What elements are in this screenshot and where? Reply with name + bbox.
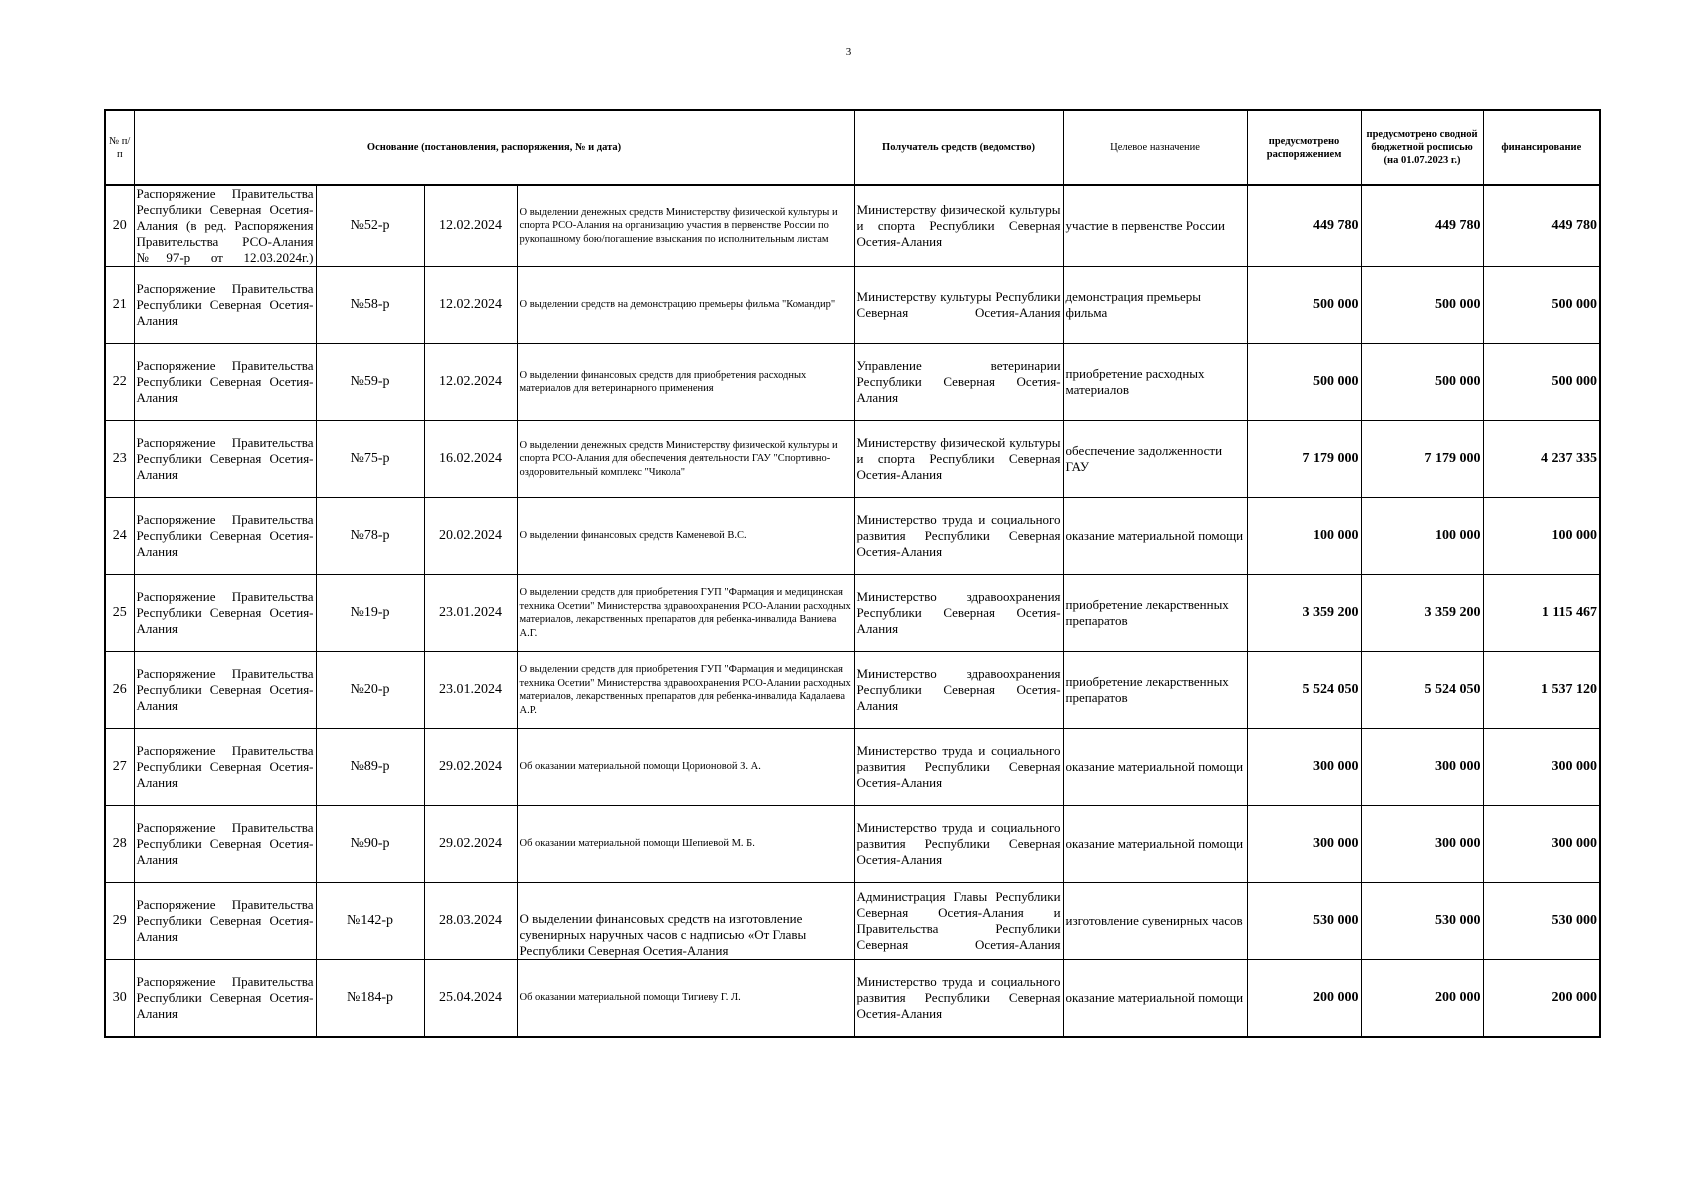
row-number: 25: [105, 575, 134, 652]
row-planned: 449 780: [1247, 185, 1361, 267]
row-doc-number: №52-р: [316, 185, 424, 267]
row-budget: 300 000: [1361, 806, 1483, 883]
row-number: 27: [105, 729, 134, 806]
row-recipient: Министерство труда и социального развития Республики Северная Осетия-Алания: [854, 806, 1063, 883]
row-doc-number: №184-р: [316, 960, 424, 1037]
row-recipient: Министерство труда и социального развития Республики Северная Осетия-Алания: [854, 960, 1063, 1037]
expenditure-table: [104, 109, 1601, 1038]
row-date: 28.03.2024: [424, 883, 517, 960]
row-description: О выделении средств на демонстрацию премьеры фильма "Командир": [517, 267, 854, 344]
row-budget: 530 000: [1361, 883, 1483, 960]
header-financing: финансирование: [1483, 110, 1600, 185]
row-basis: Распоряжение Правительства Республики Северная Осетия-Алания: [134, 806, 316, 883]
table-row: [105, 729, 1600, 806]
row-date: 29.02.2024: [424, 806, 517, 883]
row-budget: 500 000: [1361, 344, 1483, 421]
row-budget: 500 000: [1361, 267, 1483, 344]
row-planned: 500 000: [1247, 344, 1361, 421]
table-row: [105, 960, 1600, 1037]
row-financing: 200 000: [1483, 960, 1600, 1037]
row-recipient: Министерству физической культуры и спорта Республики Северная Осетия-Алания: [854, 185, 1063, 267]
row-basis: Распоряжение Правительства Республики Северная Осетия-Алания: [134, 344, 316, 421]
row-doc-number: №90-р: [316, 806, 424, 883]
row-recipient: Администрация Главы Республики Северная Осетия-Алания и Правительства Республики Северная Осетия-Алания: [854, 883, 1063, 960]
row-number: 20: [105, 185, 134, 267]
row-doc-number: №20-р: [316, 652, 424, 729]
row-doc-number: №59-р: [316, 344, 424, 421]
row-budget: 300 000: [1361, 729, 1483, 806]
header-recipient: Получатель средств (ведомство): [854, 110, 1063, 185]
row-budget: 100 000: [1361, 498, 1483, 575]
table-row: [105, 267, 1600, 344]
row-financing: 500 000: [1483, 344, 1600, 421]
row-purpose: оказание материальной помощи: [1063, 960, 1247, 1037]
row-planned: 300 000: [1247, 806, 1361, 883]
header-basis: Основание (постановления, распоряжения, № и дата): [134, 110, 854, 185]
row-description: О выделении денежных средств Министерству физической культуры и спорта РСО-Алания на организацию участия в первенстве России по рукопашному бою/погашение взыскания по исполнительным листам: [517, 185, 854, 267]
row-budget: 5 524 050: [1361, 652, 1483, 729]
row-purpose: изготовление сувенирных часов: [1063, 883, 1247, 960]
row-financing: 1 537 120: [1483, 652, 1600, 729]
row-date: 25.04.2024: [424, 960, 517, 1037]
row-purpose: приобретение расходных материалов: [1063, 344, 1247, 421]
row-planned: 300 000: [1247, 729, 1361, 806]
row-purpose: приобретение лекарственных препаратов: [1063, 575, 1247, 652]
row-doc-number: №58-р: [316, 267, 424, 344]
row-date: 12.02.2024: [424, 185, 517, 267]
row-recipient: Министерство труда и социального развития Республики Северная Осетия-Алания: [854, 498, 1063, 575]
row-description: О выделении финансовых средств Каменевой В.С.: [517, 498, 854, 575]
row-date: 23.01.2024: [424, 652, 517, 729]
row-date: 29.02.2024: [424, 729, 517, 806]
row-financing: 1 115 467: [1483, 575, 1600, 652]
row-basis: Распоряжение Правительства Республики Северная Осетия-Алания: [134, 960, 316, 1037]
row-purpose: приобретение лекарственных препаратов: [1063, 652, 1247, 729]
row-date: 12.02.2024: [424, 344, 517, 421]
row-description: Об оказании материальной помощи Шепиевой М. Б.: [517, 806, 854, 883]
row-description: О выделении финансовых средств для приобретения расходных материалов для ветеринарного применения: [517, 344, 854, 421]
row-date: 12.02.2024: [424, 267, 517, 344]
header-row: [105, 110, 1600, 185]
row-planned: 200 000: [1247, 960, 1361, 1037]
row-basis: Распоряжение Правительства Республики Северная Осетия-Алания: [134, 421, 316, 498]
header-planned: предусмотрено распоряжением: [1247, 110, 1361, 185]
row-recipient: Министерство здравоохранения Республики Северная Осетия-Алания: [854, 575, 1063, 652]
row-number: 23: [105, 421, 134, 498]
header-budget: предусмотрено сводной бюджетной росписью (на 01.07.2023 г.): [1361, 110, 1483, 185]
row-description: Об оказании материальной помощи Цорионовой З. А.: [517, 729, 854, 806]
row-budget: 3 359 200: [1361, 575, 1483, 652]
row-doc-number: №89-р: [316, 729, 424, 806]
row-planned: 7 179 000: [1247, 421, 1361, 498]
row-basis: Распоряжение Правительства Республики Северная Осетия-Алания: [134, 267, 316, 344]
row-financing: 300 000: [1483, 806, 1600, 883]
row-number: 26: [105, 652, 134, 729]
table-row: [105, 806, 1600, 883]
row-doc-number: №75-р: [316, 421, 424, 498]
row-purpose: оказание материальной помощи: [1063, 806, 1247, 883]
row-description: О выделении средств для приобретения ГУП "Фармация и медицинская техника Осетии" Министерства здравоохранения РСО-Алании расходных материалов, лекарственных препаратов для ребенка-инвалида Ваниева А.Г.: [517, 575, 854, 652]
row-description: Об оказании материальной помощи Тигиеву Г. Л.: [517, 960, 854, 1037]
row-planned: 100 000: [1247, 498, 1361, 575]
row-financing: 449 780: [1483, 185, 1600, 267]
row-planned: 500 000: [1247, 267, 1361, 344]
table-row: [105, 421, 1600, 498]
row-basis: Распоряжение Правительства Республики Северная Осетия-Алания: [134, 883, 316, 960]
row-doc-number: №78-р: [316, 498, 424, 575]
row-planned: 3 359 200: [1247, 575, 1361, 652]
row-description: О выделении денежных средств Министерству физической культуры и спорта РСО-Алания для обеспечения деятельности ГАУ "Спортивно-оздоровительный комплекс "Чикола": [517, 421, 854, 498]
row-purpose: оказание материальной помощи: [1063, 498, 1247, 575]
row-financing: 4 237 335: [1483, 421, 1600, 498]
table-row: [105, 344, 1600, 421]
header-purpose: Целевое назначение: [1063, 110, 1247, 185]
row-basis: Распоряжение Правительства Республики Северная Осетия-Алания: [134, 729, 316, 806]
row-number: 29: [105, 883, 134, 960]
row-number: 21: [105, 267, 134, 344]
table-body: [105, 185, 1600, 1037]
row-recipient: Министерству физической культуры и спорта Республики Северная Осетия-Алания: [854, 421, 1063, 498]
row-planned: 5 524 050: [1247, 652, 1361, 729]
row-financing: 300 000: [1483, 729, 1600, 806]
row-financing: 500 000: [1483, 267, 1600, 344]
row-number: 30: [105, 960, 134, 1037]
row-doc-number: №19-р: [316, 575, 424, 652]
row-description: О выделении финансовых средств на изготовление сувенирных наручных часов с надписью «От Главы Республики Северная Осетия-Алания: [517, 883, 854, 960]
row-recipient: Министерство здравоохранения Республики Северная Осетия-Алания: [854, 652, 1063, 729]
page-number: 3: [845, 46, 852, 58]
row-basis: Распоряжение Правительства Республики Северная Осетия-Алания: [134, 652, 316, 729]
row-recipient: Министерство труда и социального развития Республики Северная Осетия-Алания: [854, 729, 1063, 806]
row-planned: 530 000: [1247, 883, 1361, 960]
row-basis: Распоряжение Правительства Республики Северная Осетия-Алания: [134, 575, 316, 652]
row-purpose: демонстрация премьеры фильма: [1063, 267, 1247, 344]
row-date: 23.01.2024: [424, 575, 517, 652]
row-description: О выделении средств для приобретения ГУП "Фармация и медицинская техника Осетии" Министерства здравоохранения РСО-Алании расходных материалов, лекарственных препаратов для ребенка-инвалида Кадалаева А.Р.: [517, 652, 854, 729]
table-row: [105, 883, 1600, 960]
row-purpose: участие в первенстве России: [1063, 185, 1247, 267]
row-date: 20.02.2024: [424, 498, 517, 575]
row-financing: 530 000: [1483, 883, 1600, 960]
row-number: 22: [105, 344, 134, 421]
row-number: 28: [105, 806, 134, 883]
row-basis: Распоряжение Правительства Республики Северная Осетия-Алания: [134, 498, 316, 575]
table-row: [105, 575, 1600, 652]
row-basis: Распоряжение Правительства Республики Северная Осетия-Алания (в ред. Распоряжения Правительства РСО-Алания №97-р от 12.03.2024г.): [134, 185, 316, 267]
row-purpose: обеспечение задолженности ГАУ: [1063, 421, 1247, 498]
row-number: 24: [105, 498, 134, 575]
row-budget: 449 780: [1361, 185, 1483, 267]
row-budget: 200 000: [1361, 960, 1483, 1037]
row-doc-number: №142-р: [316, 883, 424, 960]
row-budget: 7 179 000: [1361, 421, 1483, 498]
table-row: [105, 652, 1600, 729]
row-recipient: Министерству культуры Республики Северная Осетия-Алания: [854, 267, 1063, 344]
row-financing: 100 000: [1483, 498, 1600, 575]
row-date: 16.02.2024: [424, 421, 517, 498]
row-purpose: оказание материальной помощи: [1063, 729, 1247, 806]
table-row: [105, 185, 1600, 267]
row-recipient: Управление ветеринарии Республики Северная Осетия-Алания: [854, 344, 1063, 421]
table-row: [105, 498, 1600, 575]
header-num: № п/п: [105, 110, 134, 185]
